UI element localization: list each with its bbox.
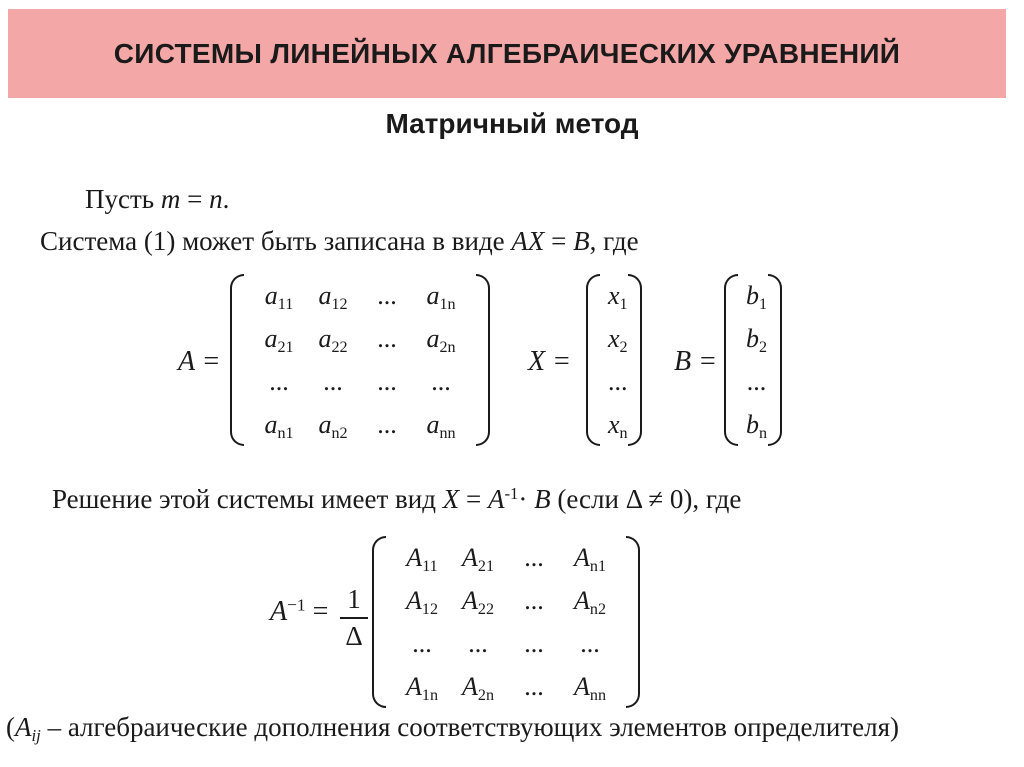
matrix-cell-base: a [264,409,278,439]
matrix-a-label: A = [178,346,221,377]
condition-prefix: Пусть [85,184,161,214]
inverse-label-eq: = [305,596,329,627]
matrix-cell-subscript: 21 [477,557,494,575]
matrix-cell: ... [269,366,289,396]
matrix-cell-base: A [574,585,590,615]
matrix-cell: ... [580,628,600,658]
footer-note [6,712,900,746]
slide-subtitle: Матричный метод [385,108,639,139]
matrix-cell: ... [377,280,397,310]
fraction-denominator: Δ [345,621,363,651]
matrix-x-label: X = [528,346,571,377]
matrix-cell [746,324,767,354]
matrix-a [228,274,492,446]
matrix-cell [608,410,628,440]
right-paren [628,274,642,446]
matrix-cell-base: a [318,323,332,353]
left-paren [724,274,738,446]
matrix-cell: ... [524,671,544,701]
matrix-cell-base: A [406,671,422,701]
matrix-cell-base: A [406,542,423,572]
matrix-cell-base: A [462,671,478,701]
matrix-cell-subscript: 1 [619,295,628,313]
matrix-cell [450,672,506,702]
matrix-cell-subscript: nn [439,424,456,442]
system-form-line [40,226,639,257]
matrix-cell [450,543,506,573]
right-paren [768,274,782,446]
fraction-numerator: 1 [347,584,361,614]
matrix-cell-base: x [608,409,620,439]
matrix-cell: ... [608,366,628,396]
inverse-matrix [370,536,642,708]
matrix-cell-subscript: n2 [331,424,348,442]
matrix-cell-base: a [426,409,440,439]
matrix-cell-base: a [264,280,278,310]
matrix-cell-base: a [426,323,440,353]
inverse-label-base: A [270,596,288,627]
footer-a: A [15,712,32,742]
right-paren [626,536,640,708]
matrix-cell-base: A [462,542,478,572]
matrix-cell-subscript: n [759,424,768,442]
right-paren [476,274,490,446]
matrix-cell [746,410,767,440]
system-form-prefix: Система (1) может быть записана в виде [40,226,512,256]
matrix-cell-base: a [318,280,332,310]
matrix-cell-subscript: n1 [589,557,606,575]
matrix-cell-base: A [574,542,590,572]
solution-a-superscript: -1 [504,483,519,503]
matrix-cell-base: a [426,280,440,310]
matrix-cell [306,324,360,354]
matrix-cell [252,281,306,311]
matrix-cell-subscript: n2 [589,600,606,618]
matrix-cell [394,672,450,702]
matrix-cell-subscript: 22 [477,600,494,618]
title-banner [8,9,1006,98]
matrix-cell: ... [524,585,544,615]
matrix-b [722,274,784,446]
matrix-cell [414,410,468,440]
fraction-one-over-delta [340,584,368,652]
matrix-cell: ... [746,366,767,396]
matrix-cell-base: x [608,280,620,310]
condition-m: m [160,184,181,214]
matrix-cell-subscript: 2 [619,338,628,356]
matrix-cell [414,281,468,311]
matrix-cell: ... [468,628,488,658]
inverse-label [270,596,328,628]
matrix-cell-base: x [608,323,620,353]
matrix-cell-subscript: nn [589,686,606,704]
matrix-cell-base: b [746,323,759,353]
matrix-cell-base: A [406,585,422,615]
matrix-cell: ... [524,542,544,572]
matrix-cell: ... [377,323,397,353]
inverse-label-superscript: −1 [287,595,306,615]
matrix-cell-base: b [746,280,759,310]
matrix-cell-base: A [574,671,590,701]
matrix-cell [252,324,306,354]
solution-dot: · [518,484,535,514]
matrix-cell-subscript: 2n [439,338,456,356]
system-form-b: B [573,226,590,256]
fraction-bar [340,617,368,619]
matrix-cell [562,672,618,702]
matrix-cell-subscript: 12 [421,600,438,618]
footer-a-subscript: ij [31,726,41,746]
matrix-cell: ... [323,366,343,396]
matrix-cell-subscript: n [619,424,628,442]
matrix-cell [306,410,360,440]
left-paren [372,536,386,708]
solution-prefix: Решение этой системы имеет вид [52,484,443,514]
solution-x: X [442,484,460,514]
matrix-cell-subscript: 2n [477,686,494,704]
matrix-cell [608,281,628,311]
condition-line [85,184,229,215]
matrix-cell [252,410,306,440]
matrix-cell-subscript: 1 [759,295,768,313]
matrix-b-label: B = [674,346,717,377]
matrix-cell [608,324,628,354]
matrix-cell-subscript: 1n [421,686,438,704]
matrix-cell-subscript: 11 [422,557,438,575]
solution-a: A [487,484,505,514]
matrix-cell-base: a [264,323,278,353]
matrix-cell [746,281,767,311]
matrix-cell [306,281,360,311]
system-form-eq: = [544,226,574,256]
matrix-cell-subscript: 22 [331,338,348,356]
footer-paren: ( [6,712,15,742]
matrix-cell [414,324,468,354]
matrix-cell-base: b [746,409,759,439]
slide-title: СИСТЕМЫ ЛИНЕЙНЫХ АЛГЕБРАИЧЕСКИХ УРАВНЕНИЙ [113,37,901,69]
matrix-cell: ... [377,409,397,439]
matrix-cell-subscript: 21 [277,338,294,356]
left-paren [586,274,600,446]
condition-end: . [222,184,230,214]
matrix-cell: ... [412,628,432,658]
matrix-cell-base: a [318,409,332,439]
matrix-cell-subscript: 1n [439,295,456,313]
solution-b: B [534,484,551,514]
system-form-suffix: , где [589,226,639,256]
matrix-x [584,274,644,446]
solution-line [52,484,741,515]
solution-suffix: (если Δ ≠ 0), где [550,484,742,514]
matrix-cell: ... [377,366,397,396]
matrix-cell [562,543,618,573]
matrix-cell-subscript: 11 [277,295,294,313]
matrix-cell: ... [431,366,451,396]
matrix-cell [450,586,506,616]
matrix-cell [394,543,450,573]
left-paren [230,274,244,446]
matrix-cell-base: A [462,585,478,615]
condition-n: n [209,184,223,214]
system-form-ax: AX [511,226,545,256]
condition-eq: = [180,184,210,214]
matrix-cell [394,586,450,616]
matrix-cell [562,586,618,616]
matrix-cell-subscript: 12 [331,295,348,313]
matrix-cell: ... [524,628,544,658]
matrix-cell-subscript: n1 [277,424,294,442]
footer-text: – алгебраические дополнения соответствующих элементов определителя) [40,712,900,742]
matrix-cell-subscript: 2 [759,338,768,356]
solution-eq: = [459,484,488,514]
